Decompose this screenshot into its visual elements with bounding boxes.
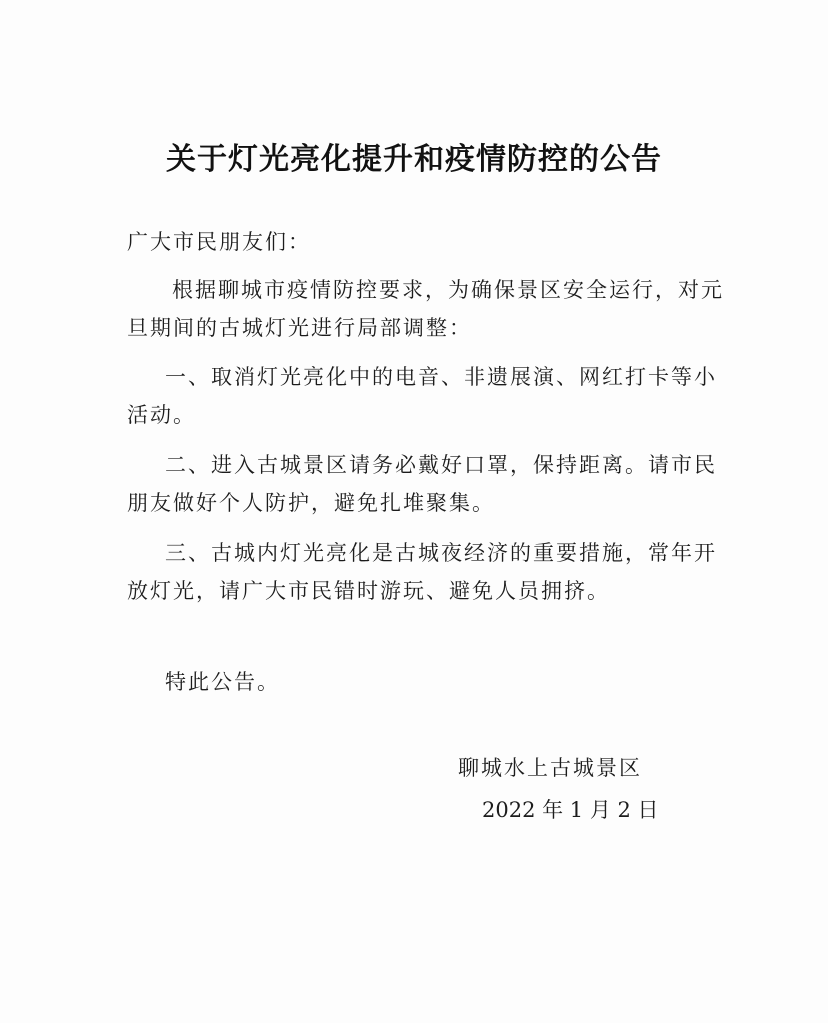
notice-title: 关于灯光亮化提升和疫情防控的公告 <box>166 142 662 177</box>
issuer-name: 聊城水上古城景区 <box>458 756 642 780</box>
item-three-line: 放灯光，请广大市民错时游玩、避免人员拥挤。 <box>127 579 610 603</box>
item-one-line: 一、取消灯光亮化中的电音、非遗展演、网红打卡等小 <box>165 365 717 389</box>
item-three-line: 三、古城内灯光亮化是古城夜经济的重要措施，常年开 <box>165 541 717 565</box>
item-two-line: 朋友做好个人防护，避免扎堆聚集。 <box>127 491 495 515</box>
issue-date: 2022 年 1 月 2 日 <box>482 798 659 822</box>
intro-paragraph-line: 旦期间的古城灯光进行局部调整： <box>127 316 472 340</box>
item-two-line: 二、进入古城景区请务必戴好口罩，保持距离。请市民 <box>165 453 717 477</box>
item-one-line: 活动。 <box>127 403 196 427</box>
intro-paragraph-line: 根据聊城市疫情防控要求，为确保景区安全运行，对元 <box>172 278 724 302</box>
closing-text: 特此公告。 <box>165 670 280 694</box>
salutation: 广大市民朋友们： <box>127 230 311 254</box>
